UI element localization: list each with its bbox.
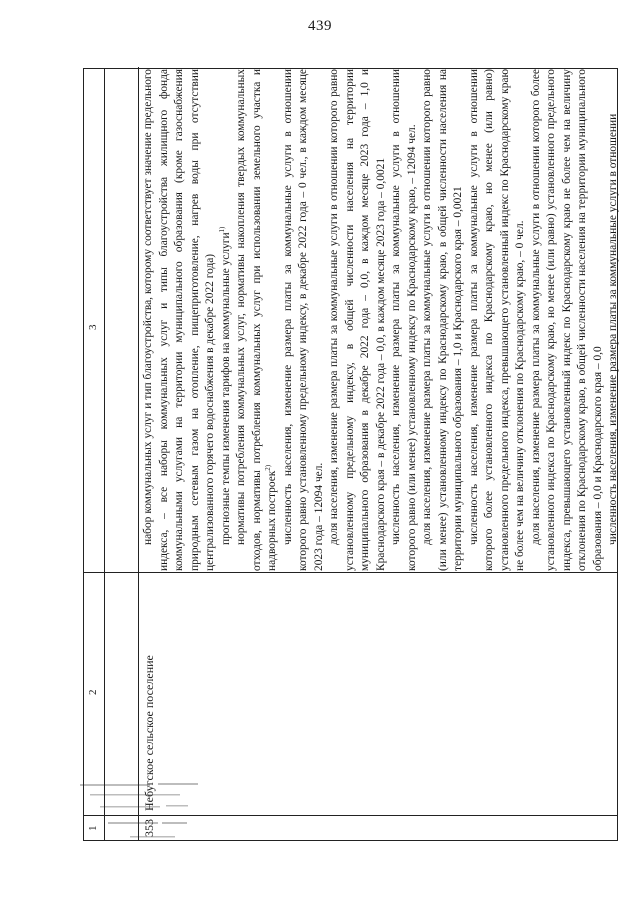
paragraph-4: численность населения, изменение размера платы за коммунальные услуги в отношении которого равно установленному предельному индексу, в декабре 2022 года – 0 чел., в каждом месяце 2023 года – 12094 чел. xyxy=(281,69,325,571)
rotated-table xyxy=(83,68,618,841)
page-number: 439 xyxy=(308,18,332,34)
row-number: 353 xyxy=(142,819,156,837)
row-divider-num xyxy=(138,816,139,840)
paragraph-6: численность населения, изменение размера платы за коммунальные услуги в отношении которого равно (или менее) установленному индексу по Краснодарскому краю, – 12094 чел. xyxy=(390,69,418,571)
header-col-2: 2 xyxy=(87,689,99,695)
column-divider-1 xyxy=(84,815,617,816)
paragraph-3: нормативы потребления коммунальных услуг, нормативы накопления твердых коммунальных отходов, нормативы потребления коммунальных услуг при использовании земельного участка и надворных построек$^{2)}$ xyxy=(235,69,278,571)
column-divider-2 xyxy=(84,572,617,573)
row-divider-right xyxy=(138,67,139,573)
row-divider-left xyxy=(104,573,105,840)
row-content xyxy=(141,69,622,571)
table-header-row xyxy=(84,69,105,840)
footnote-1: 1) xyxy=(217,226,226,233)
row-divider-name xyxy=(138,573,139,816)
footnote-2: 2) xyxy=(264,464,273,471)
paragraph-8: численность населения, изменение размера платы за коммунальные услуги в отношении которого более установленного индекса по Краснодарскому краю, но менее (или равно) установленного предельного индекса, превышающего установленный индекс по Краснодарскому краю не более чем на величину отклонения по Краснодарскому краю, – 0 чел. xyxy=(467,69,526,571)
paragraph-2: прогнозные темпы изменения тарифов на коммунальные услуги$^{1)}$ xyxy=(217,226,232,545)
paragraph-9: доля населения, изменение размера платы за коммунальные услуги в отношении которого более установленного индекса по Краснодарскому краю, но менее (или равно) установленного предельного индекса, превышающего установленный индекс по Краснодарскому краю не более чем на величину отклонения по Краснодарскому краю, в общей численности населения на территории муниципального образования – 0,0 и Краснодарского края – 0,0 xyxy=(529,69,604,571)
municipality-name: Небугское сельское поселение xyxy=(142,655,156,811)
header-col-1: 1 xyxy=(87,825,99,831)
paragraph-7: доля населения, изменение размера платы за коммунальные услуги в отношении которого равно (или менее) установленному индексу по Краснодарскому краю, в общей численности населения на территории муниципального образования – 1,0 и Краснодарского края – 0,0021 xyxy=(421,69,464,571)
paragraph-5: доля населения, изменение размера платы за коммунальные услуги в отношении которого равно установленному предельному индексу, в общей численности населения на территории муниципального образования в декабре 2022 года – 0,0, в каждом месяце 2023 года – 1,0 и Краснодарского края – в декабре 2022 года – 0,0, в каждом месяце 2023 года – 0,0021 xyxy=(328,69,387,571)
paragraph-10: численность населения, изменение размера платы за коммунальные услуги в отношении xyxy=(607,113,619,545)
paragraph-1: набор коммунальных услуг и тип благоустройства, которому соответствует значение предельного индекса, – все наборы коммунальных услуг и типы благоустройства жилищного фонда коммунальными услугами на территории муниципального образования (кроме газоснабжения природным сетевым газом на отопление, пищеприготовление, нагрев воды при отсутствии централизованного горячего водоснабжения в декабре 2022 года) xyxy=(142,69,216,571)
header-col-3: 3 xyxy=(87,324,99,330)
